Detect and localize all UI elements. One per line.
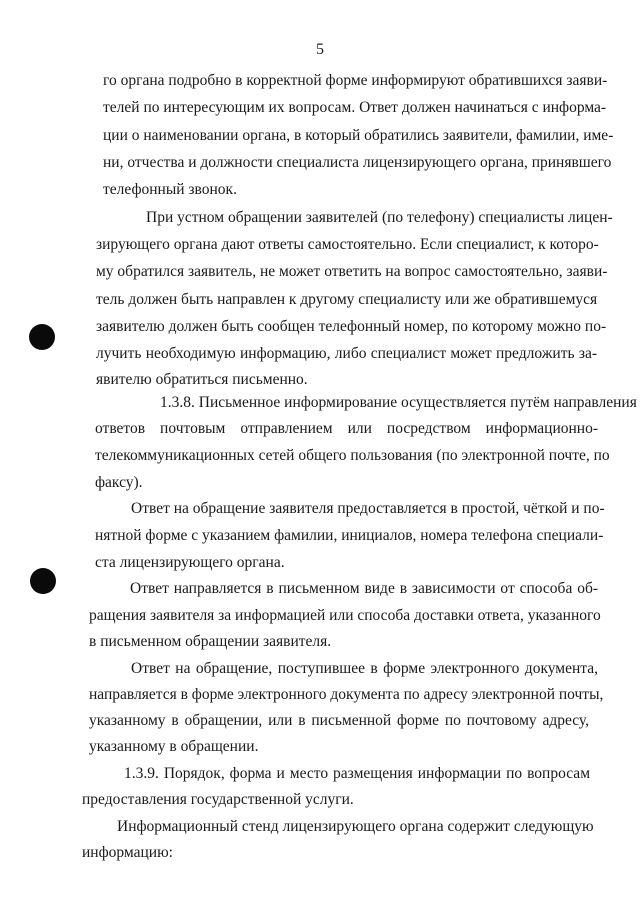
text-line: явителю обратиться письменно.: [96, 371, 308, 388]
text-line: факсу).: [95, 474, 143, 491]
text-line: указанному в обращении, или в письменной форме по почтовому адресу,: [89, 712, 589, 729]
text-line: в письменном обращении заявителя.: [89, 633, 332, 650]
page-number: 5: [316, 41, 324, 58]
text-line: лучить необходимую информацию, либо специалист может предложить за-: [96, 345, 597, 362]
text-line: заявителю должен быть сообщен телефонный номер, по которому можно по-: [96, 318, 607, 335]
text-line: 1.3.9. Порядок, форма и место размещения информации по вопросам: [124, 765, 590, 782]
text-line: информацию:: [82, 844, 173, 861]
text-line: ни, отчества и должности специалиста лицензирующего органа, принявшего: [103, 154, 612, 171]
text-line: телефонный звонок.: [103, 181, 237, 198]
text-line: ращения заявителя за информацией или способа доставки ответа, указанного: [89, 607, 601, 624]
text-line: Ответ на обращение, поступившее в форме электронного документа,: [131, 660, 598, 677]
text-line: ста лицензирующего органа.: [95, 554, 285, 571]
text-line: При устном обращении заявителей (по телефону) специалисты лицен-: [146, 209, 613, 226]
text-line: направляется в форме электронного документа по адресу электронной почты,: [89, 686, 604, 703]
text-line: 1.3.8. Письменное информирование осуществляется путём направления: [160, 394, 637, 411]
text-line: нятной форме с указанием фамилии, инициалов, номера телефона специали-: [95, 527, 604, 544]
text-line: Информационный стенд лицензирующего органа содержит следующую: [117, 818, 594, 835]
text-line: телекоммуникационных сетей общего пользования (по электронной почте, по: [95, 447, 610, 464]
text-line: тель должен быть направлен к другому специалисту или же обратившемуся: [96, 291, 598, 308]
text-line: Ответ на обращение заявителя предоставляется в простой, чёткой и по-: [131, 500, 605, 517]
text-line: ответов почтовым отправлением или посредством информационно-: [95, 420, 598, 437]
text-line: ции о наименовании органа, в который обратились заявители, фамилии, име-: [103, 127, 614, 144]
punch-hole-top: [29, 324, 55, 350]
text-line: указанному в обращении.: [89, 738, 259, 755]
text-line: телей по интересующим их вопросам. Ответ должен начинаться с информа-: [103, 99, 607, 116]
text-line: Ответ направляется в письменном виде в зависимости от способа об-: [130, 580, 598, 597]
text-line: зирующего органа дают ответы самостоятельно. Если специалист, к которо-: [96, 236, 599, 253]
punch-hole-bottom: [30, 568, 56, 594]
text-line: го органа подробно в корректной форме информируют обратившихся заяви-: [103, 72, 608, 89]
text-line: му обратился заявитель, не может ответить на вопрос самостоятельно, заяви-: [96, 263, 608, 280]
text-line: предоставления государственной услуги.: [82, 791, 354, 808]
